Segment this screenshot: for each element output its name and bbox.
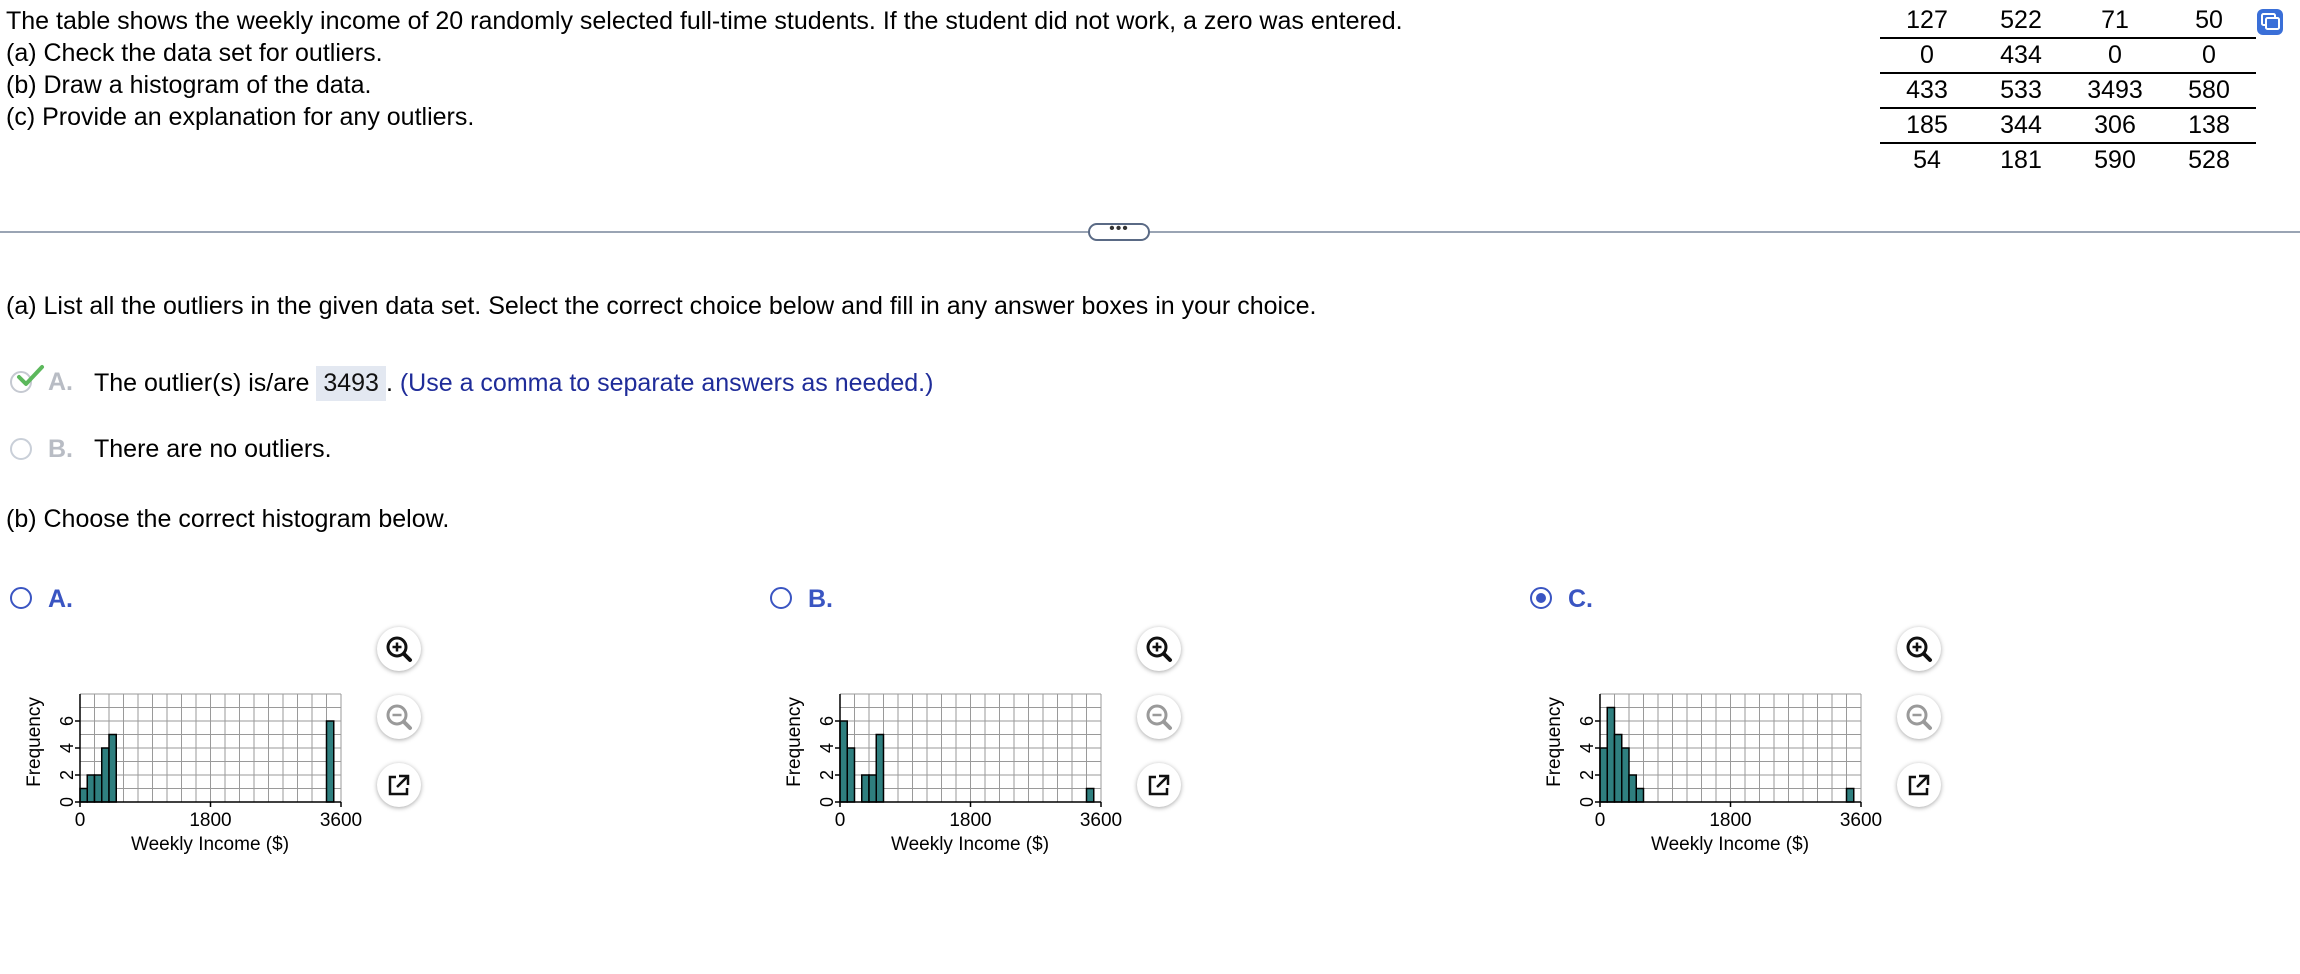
y-axis-label: Frequency xyxy=(24,697,45,787)
choice-a-text: The outlier(s) is/are xyxy=(94,369,310,397)
table-cell: 185 xyxy=(1880,108,1974,143)
table-cell: 138 xyxy=(2162,108,2256,143)
problem-part-b: (b) Draw a histogram of the data. xyxy=(6,71,372,99)
histogram-bar xyxy=(1629,775,1636,802)
histogram-b-zoom-in-button[interactable] xyxy=(1137,627,1181,671)
x-axis-label: Weekly Income ($) xyxy=(890,834,1050,855)
histogram-c xyxy=(1540,655,1900,865)
table-row xyxy=(1880,38,2256,73)
histogram-bar xyxy=(1087,789,1094,803)
histogram-bar xyxy=(1636,789,1643,803)
histogram-b-popout-button[interactable] xyxy=(1137,763,1181,807)
zoom-in-icon xyxy=(1137,627,1181,671)
histogram-a-radio[interactable] xyxy=(10,587,32,609)
histogram-b xyxy=(780,655,1140,865)
histogram-bar xyxy=(1622,748,1629,802)
part-b-prompt: (b) Choose the correct histogram below. xyxy=(6,505,450,533)
x-tick-label: 3600 xyxy=(1079,810,1123,831)
table-cell: 54 xyxy=(1913,146,1941,174)
copy-icon[interactable] xyxy=(2256,8,2284,36)
table-cell: 434 xyxy=(1974,38,2068,73)
problem-statement: The table shows the weekly income of 20 randomly selected full-time students. If the student did not work, a zero was entered. xyxy=(6,7,1403,35)
table-cell: 522 xyxy=(1974,4,2068,38)
table-cell: 127 xyxy=(1880,4,1974,38)
choice-a-letter: A. xyxy=(48,368,73,396)
histogram-b-radio[interactable] xyxy=(770,587,792,609)
choice-b-radio[interactable] xyxy=(10,438,32,460)
x-tick-label: 3600 xyxy=(1839,810,1883,831)
popout-icon xyxy=(1897,763,1941,807)
table-row xyxy=(1880,108,2256,143)
histogram-bar xyxy=(869,775,876,802)
table-cell: 344 xyxy=(1974,108,2068,143)
histogram-a-zoom-out-button[interactable] xyxy=(377,695,421,739)
y-tick-label: 4 xyxy=(1576,742,1597,754)
popout-icon xyxy=(1137,763,1181,807)
histogram-bar xyxy=(109,735,116,803)
histogram-bar xyxy=(87,775,94,802)
choice-b-letter: B. xyxy=(48,435,73,463)
y-tick-label: 0 xyxy=(1576,796,1597,808)
y-axis-label: Frequency xyxy=(1544,697,1565,787)
zoom-in-icon xyxy=(1897,627,1941,671)
histogram-bar xyxy=(102,748,109,802)
y-tick-label: 0 xyxy=(56,796,77,808)
part-a-prompt: (a) List all the outliers in the given data set. Select the correct choice below and fill in any answer boxes in your choice. xyxy=(6,292,1317,320)
x-tick-label: 3600 xyxy=(319,810,363,831)
x-tick-label: 1800 xyxy=(949,810,992,831)
histogram-c-letter: C. xyxy=(1568,585,1593,613)
y-tick-label: 6 xyxy=(816,715,837,727)
histogram-bar xyxy=(80,789,87,803)
more-dots: ••• xyxy=(1109,220,1129,237)
x-tick-label: 0 xyxy=(74,810,86,831)
y-tick-label: 4 xyxy=(56,742,77,754)
table-cell: 306 xyxy=(2068,108,2162,143)
zoom-out-icon xyxy=(377,695,421,739)
x-tick-label: 1800 xyxy=(189,810,232,831)
outlier-answer-box[interactable]: 3493 xyxy=(316,366,386,401)
y-tick-label: 4 xyxy=(816,742,837,754)
data-table xyxy=(1880,4,2256,177)
table-cell: 71 xyxy=(2068,4,2162,38)
popout-icon xyxy=(377,763,421,807)
table-cell: 580 xyxy=(2162,73,2256,108)
table-cell: 433 xyxy=(1880,73,1974,108)
table-row xyxy=(1880,73,2256,108)
table-cell: 181 xyxy=(2000,146,2042,174)
histogram-a-letter: A. xyxy=(48,585,73,613)
y-tick-label: 0 xyxy=(816,796,837,808)
problem-part-a: (a) Check the data set for outliers. xyxy=(6,39,383,67)
table-cell: 528 xyxy=(2188,146,2230,174)
histogram-c-zoom-in-button[interactable] xyxy=(1897,627,1941,671)
table-row xyxy=(1880,4,2256,38)
y-tick-label: 6 xyxy=(56,715,77,727)
y-tick-label: 2 xyxy=(1576,769,1597,781)
x-axis-label: Weekly Income ($) xyxy=(1650,834,1810,855)
histogram-c-radio[interactable] xyxy=(1530,587,1552,609)
expand-more-button[interactable] xyxy=(1088,220,1150,241)
zoom-in-icon xyxy=(377,627,421,671)
answer-hint: (Use a comma to separate answers as needed.) xyxy=(399,369,934,397)
x-tick-label: 0 xyxy=(834,810,846,831)
answer-dot: . xyxy=(385,369,393,397)
histogram-bar xyxy=(1607,708,1614,803)
x-axis-label: Weekly Income ($) xyxy=(130,834,290,855)
histogram-bar xyxy=(840,721,847,802)
histogram-bar xyxy=(1847,789,1854,803)
histogram-bar xyxy=(862,775,869,802)
histogram-c-zoom-out-button[interactable] xyxy=(1897,695,1941,739)
y-tick-label: 6 xyxy=(1576,715,1597,727)
problem-part-c: (c) Provide an explanation for any outliers. xyxy=(6,103,475,131)
section-divider xyxy=(0,231,2300,233)
histogram-bar xyxy=(847,748,854,802)
zoom-out-icon xyxy=(1897,695,1941,739)
histogram-a-zoom-in-button[interactable] xyxy=(377,627,421,671)
table-cell: 0 xyxy=(2068,38,2162,73)
zoom-out-icon xyxy=(1137,695,1181,739)
histogram-c-popout-button[interactable] xyxy=(1897,763,1941,807)
histogram-b-letter: B. xyxy=(808,585,833,613)
histogram-bar xyxy=(1615,735,1622,803)
histogram-bar xyxy=(327,721,334,802)
table-cell: 50 xyxy=(2162,4,2256,38)
table-row xyxy=(1880,143,2256,177)
histogram-bar xyxy=(95,775,102,802)
y-axis-label: Frequency xyxy=(784,697,805,787)
histogram-a xyxy=(20,655,380,865)
histogram-bar xyxy=(1600,748,1607,802)
choice-b-text: There are no outliers. xyxy=(94,435,332,463)
table-cell: 3493 xyxy=(2068,73,2162,108)
table-cell: 0 xyxy=(1880,38,1974,73)
histogram-b-zoom-out-button[interactable] xyxy=(1137,695,1181,739)
table-cell: 533 xyxy=(1974,73,2068,108)
x-tick-label: 1800 xyxy=(1709,810,1752,831)
x-tick-label: 0 xyxy=(1594,810,1606,831)
y-tick-label: 2 xyxy=(816,769,837,781)
histogram-a-popout-button[interactable] xyxy=(377,763,421,807)
checkmark-icon xyxy=(16,364,46,390)
histogram-bar xyxy=(876,735,883,803)
table-cell: 590 xyxy=(2094,146,2136,174)
table-cell: 0 xyxy=(2162,38,2256,73)
y-tick-label: 2 xyxy=(56,769,77,781)
